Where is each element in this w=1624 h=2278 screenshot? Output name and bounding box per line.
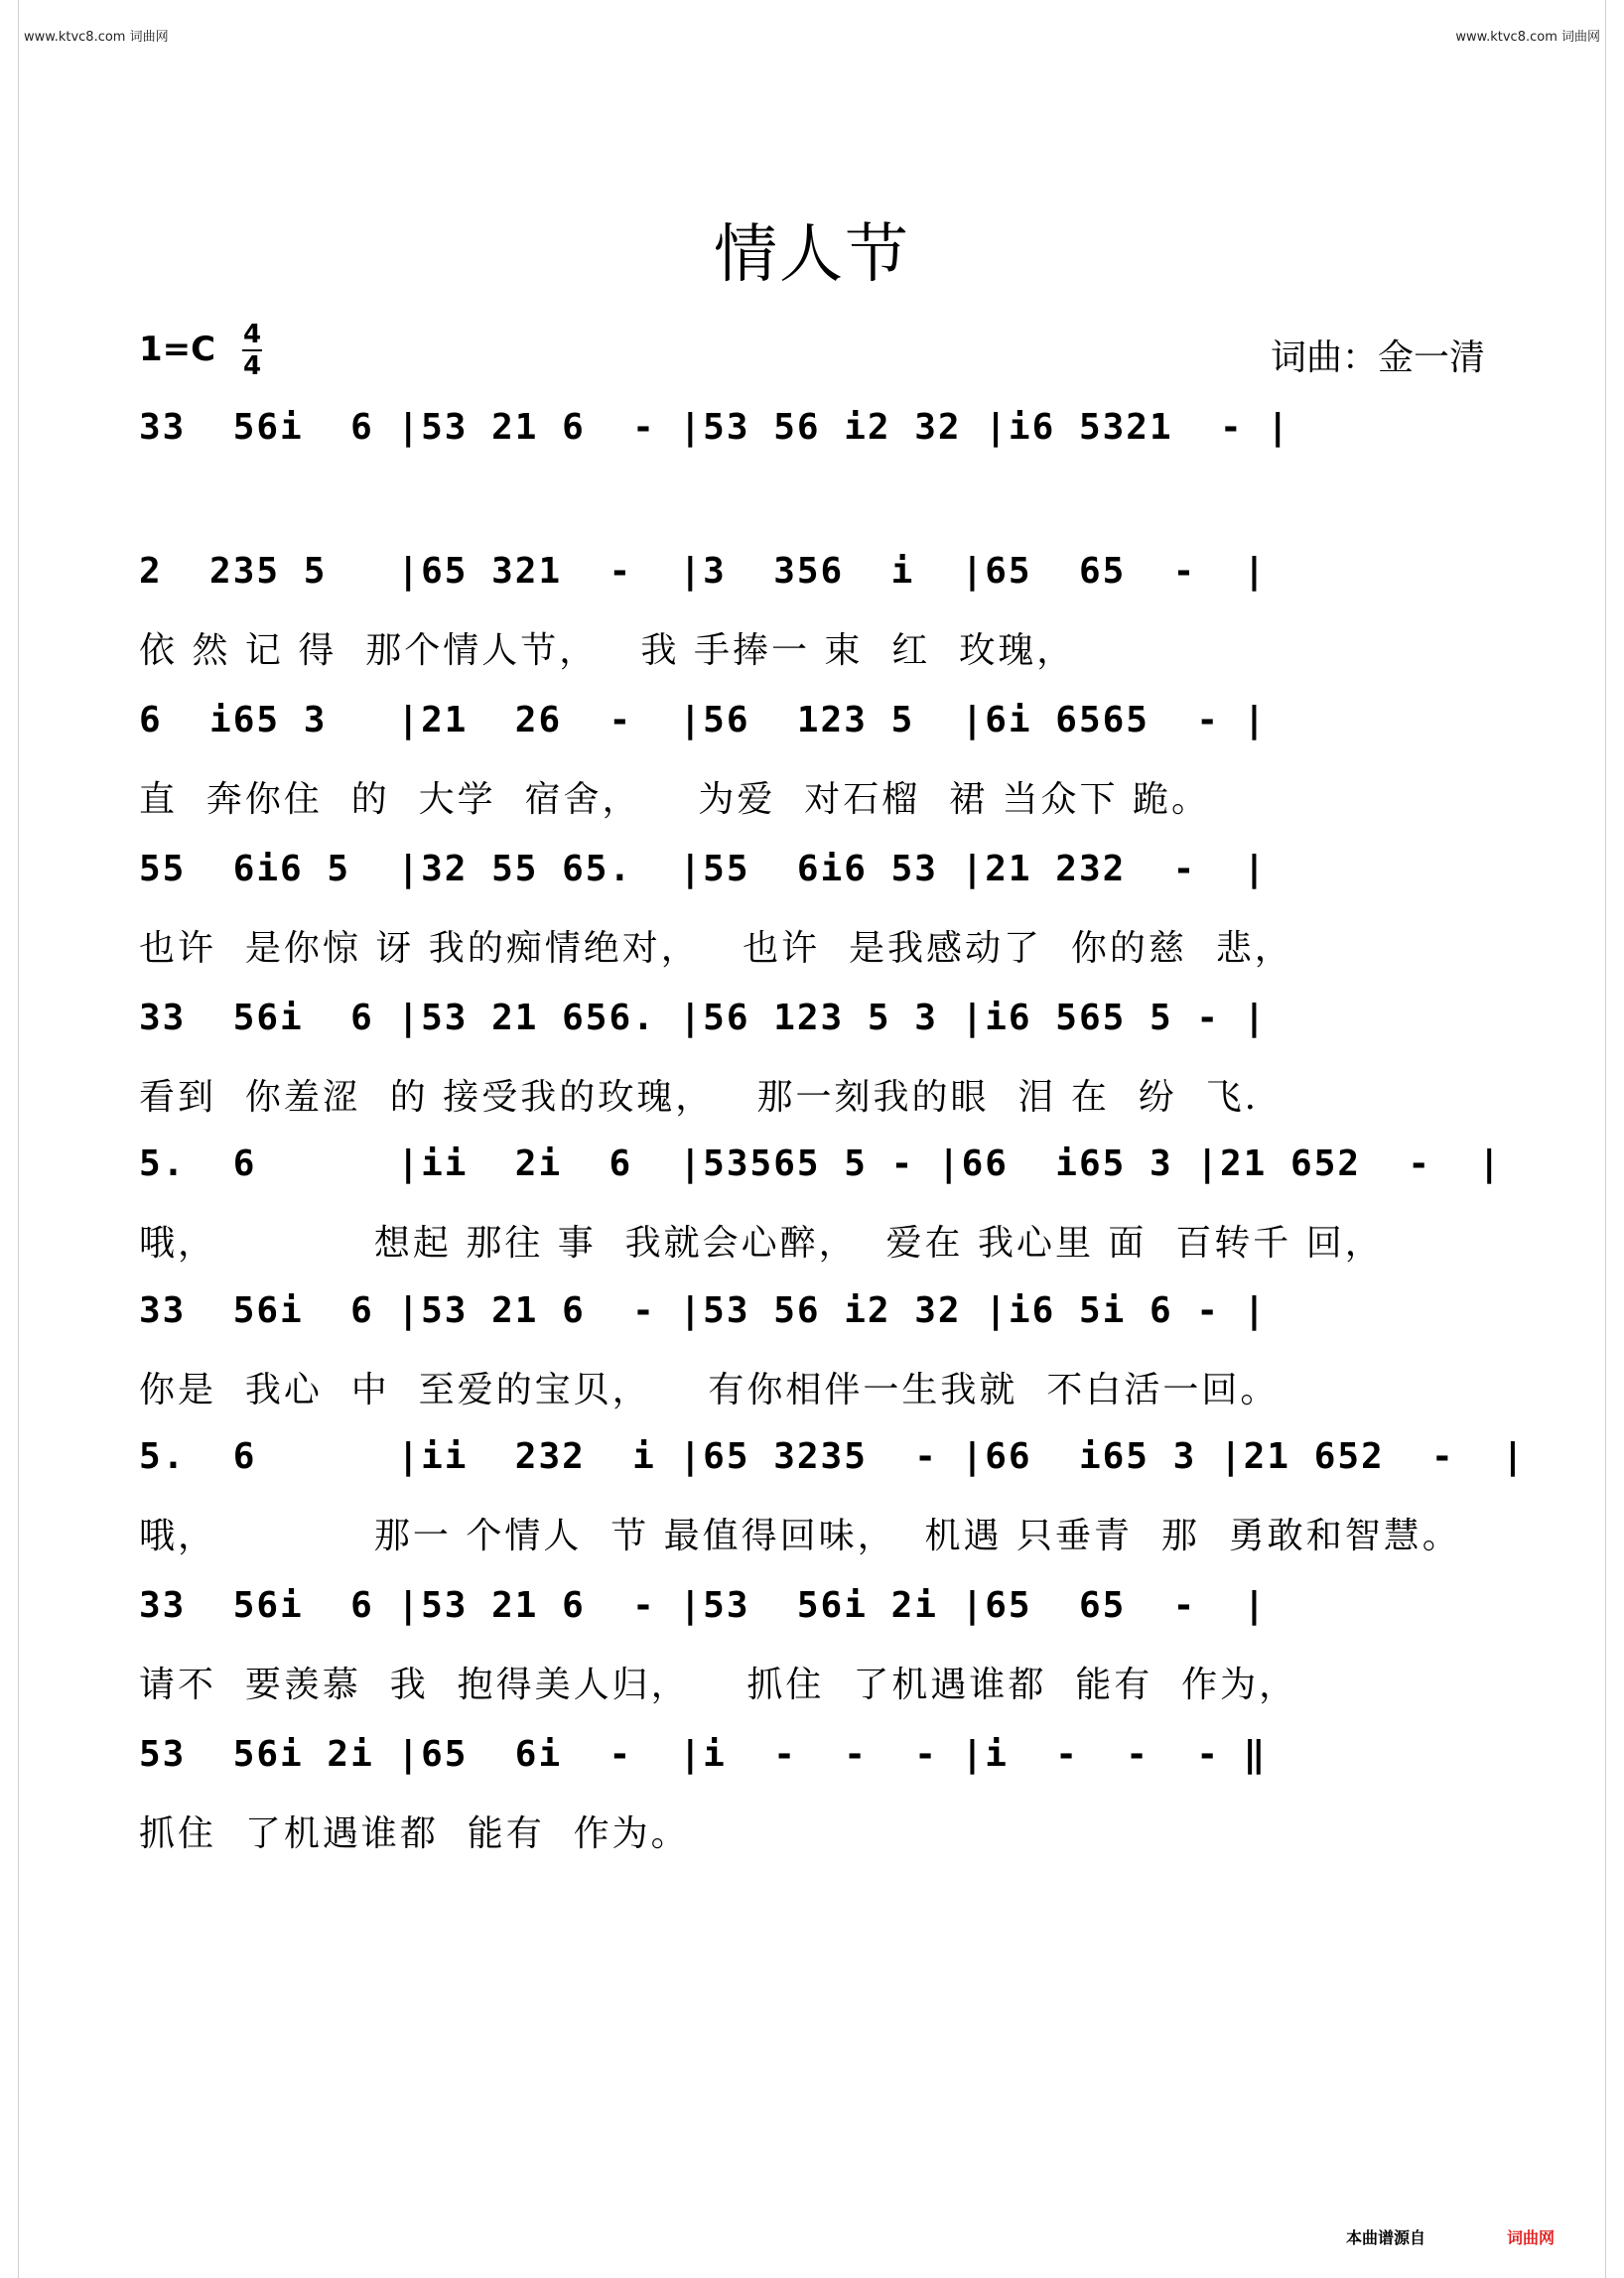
lyrics-line: 你是 我心 中 至爱的宝贝， 有你相伴一生我就 不白活一回。 [139, 1370, 1280, 1410]
header-left-site[interactable]: www.ktvc8.com 词曲网 [24, 30, 169, 45]
lyrics-line: 直 奔你住 的 大学 宿舍， 为爱 对石榴 裙 当众下 跪。 [139, 779, 1210, 820]
footer-source-site[interactable]: 词曲网 [1506, 2228, 1555, 2247]
lyrics-line: 哦， 想起 那往 事 我就会心醉， 爱在 我心里 面 百转千 回， [139, 1223, 1384, 1264]
time-signature [240, 320, 264, 381]
key-signature [139, 330, 215, 369]
footer-source-label: 本曲谱源自 [1345, 2228, 1425, 2247]
notation-line: 33 56i 6 |53 21 6 - |53 56i 2i |65 65 - | [139, 1585, 1268, 1626]
composer-credit: 词曲：金一清 [1270, 337, 1485, 378]
notation-line: 55 6i6 5 |32 55 65. |55 6i6 53 |21 232 - | [139, 849, 1268, 889]
notation-line: 5. 6 |ii 232 i |65 3235 - |66 i65 3 |21 652 - | [139, 1436, 1526, 1477]
lyrics-line: 抓住 了机遇谁都 能有 作为。 [139, 1813, 690, 1854]
song-title: 情人节 [714, 218, 910, 292]
time-signature-top: 4 [242, 320, 262, 349]
notation-line: 5. 6 |ii 2i 6 |53565 5 - |66 i65 3 |21 652 - | [139, 1143, 1503, 1184]
lyrics-line: 也许 是你惊 讶 我的痴情绝对， 也许 是我感动了 你的慈 悲， [139, 928, 1293, 969]
notation-line: 2 235 5 |65 321 - |3 356 i |65 65 - | [139, 551, 1268, 592]
right-frame-line [1605, 0, 1606, 2278]
time-signature-bottom: 4 [242, 351, 262, 381]
notation-line: 33 56i 6 |53 21 656. |56 123 5 3 |i6 565 5 - | [139, 998, 1268, 1038]
lyrics-line: 哦， 那一 个情人 节 最值得回味， 机遇 只垂青 那 勇敢和智慧。 [139, 1516, 1461, 1556]
key-text: 1=C [139, 330, 216, 369]
lyrics-line: 看到 你羞涩 的 接受我的玫瑰， 那一刻我的眼 泪 在 纷 飞. [139, 1077, 1260, 1118]
lyrics-line: 请不 要羡慕 我 抱得美人归， 抓住 了机遇谁都 能有 作为， [139, 1665, 1298, 1705]
notation-line: 53 56i 2i |65 6i - |i - - - |i - - - ‖ [139, 1734, 1268, 1775]
notation-line: 33 56i 6 |53 21 6 - |53 56 i2 32 |i6 5i 6 - | [139, 1290, 1268, 1331]
notation-line: 33 56i 6 |53 21 6 - |53 56 i2 32 |i6 5321 - | [139, 407, 1291, 448]
header-right-site[interactable]: www.ktvc8.com 词曲网 [1455, 30, 1600, 45]
left-frame-line [18, 0, 19, 2278]
lyrics-line: 依 然 记 得 那个情人节， 我 手捧一 束 红 玫瑰， [139, 630, 1076, 671]
notation-line: 6 i65 3 |21 26 - |56 123 5 |6i 6565 - | [139, 700, 1268, 740]
